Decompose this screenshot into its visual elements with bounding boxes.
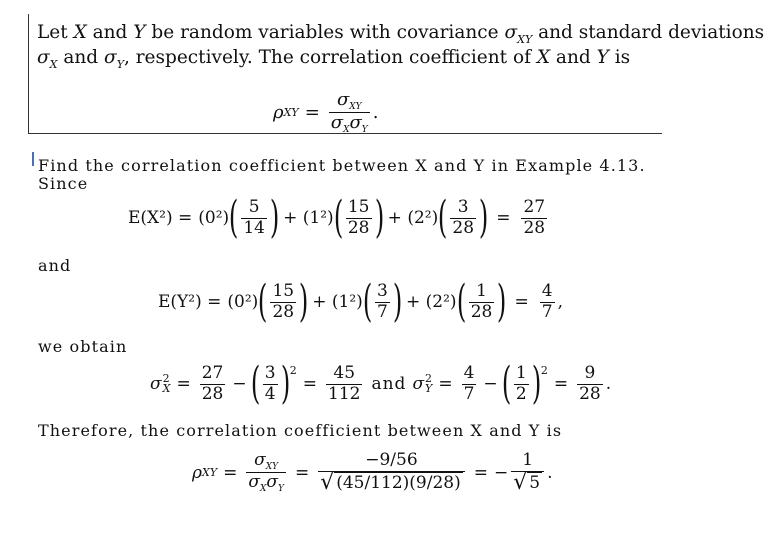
therefore-sentence: Therefore, the correlation coefficient between X and Y is <box>38 421 563 440</box>
and-label: and <box>38 256 72 275</box>
definition-line-2: $\sigma_X$ and $\sigma_Y$, respectively. The correlation coefficient of X and Y is <box>37 47 631 71</box>
ey2-equation: E(Y²) = (0²) ( $\frac{15}{28}$ ) + (1²) ( $\frac{3}{7}$ ) + (2²) ( $\frac{1}{28}$ ) = $\frac{4}{7}$ , <box>158 276 563 327</box>
definition-box <box>28 14 764 136</box>
correlation-definition-formula: ρ XY = $\frac{\sigma_{XY}}{\sigma_X\sigma_Y}$ . <box>273 89 379 136</box>
definition-line-1: Let X and Y be random variables with covariance $\sigma_{XY}$ and standard deviations <box>37 22 764 46</box>
example-intro: Find the correlation coefficient between X and Y in Example 4.13. <box>38 156 646 175</box>
text-cursor <box>32 152 34 166</box>
definition-fraction: $\frac{\sigma_{XY}}{\sigma_X\sigma_Y}$ <box>330 89 368 136</box>
since-label: Since <box>38 174 89 193</box>
correlation-result: ρ XY = $\frac{\sigma_{XY}}{\sigma_X\sigma_Y}$ = −9/56 √ (45/112)(9/28) = − 1 √ 5 . <box>192 450 553 495</box>
ex2-equation: E(X²) = (0²) ( $\frac{5}{14}$ ) + (1²) ( $\frac{15}{28}$ ) + (2²) ( $\frac{3}{28}$ ) = $\frac{27}{28}$ <box>128 192 546 243</box>
we-obtain-label: we obtain <box>38 337 128 356</box>
variance-equations: σ 2 X = $\frac{27}{28}$ − ( $\frac{3}{4}$ ) 2 = $\frac{45}{112}$ and σ 2 Y = $\frac{4}{7}$ − ( $\frac{1}{2}$ ) 2 = $\frac{9}{28}$ . <box>150 358 612 409</box>
